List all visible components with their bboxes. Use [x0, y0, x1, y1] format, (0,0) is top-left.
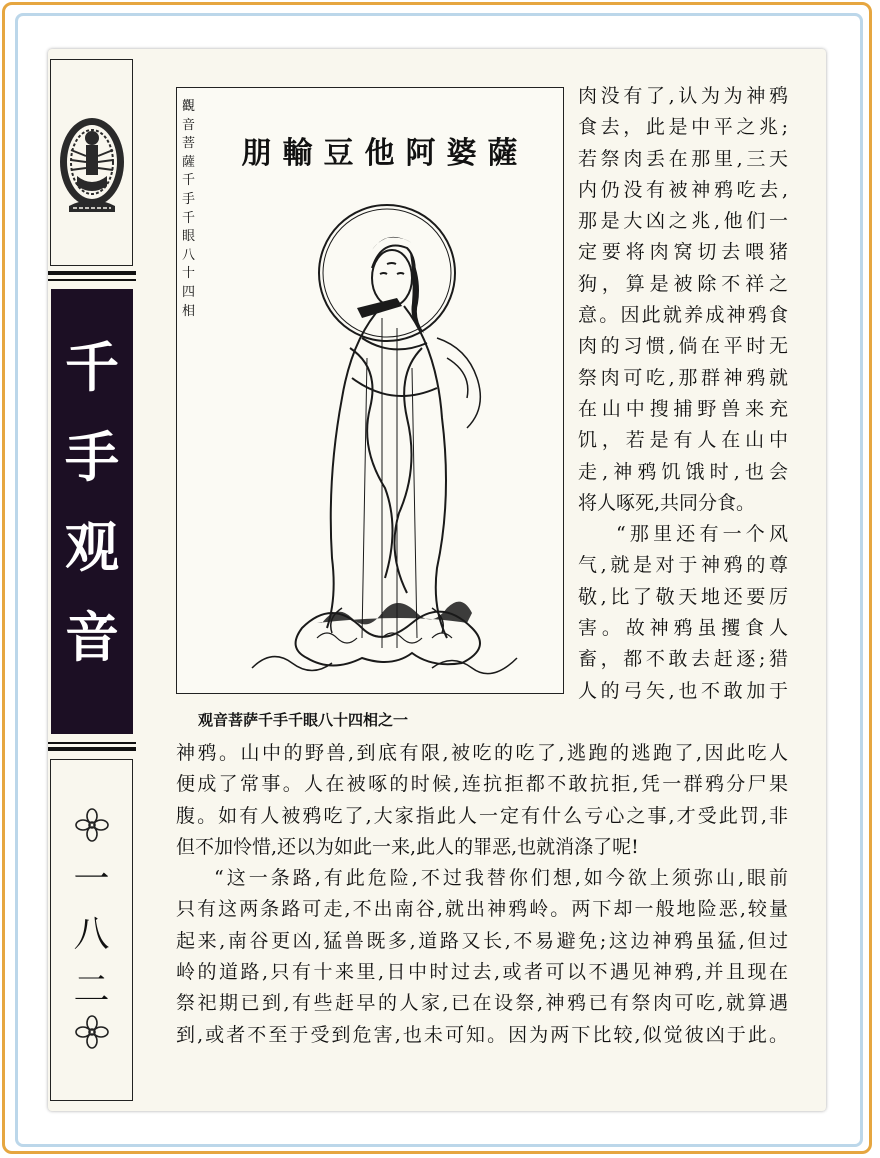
text-line: 那是大凶之兆,他们一: [578, 210, 788, 233]
margin-rule: [48, 747, 136, 751]
text-line: [578, 519, 788, 550]
text-line: 起来,南谷更凶,猛兽既多,道路又长,不易避免;这边神鸦虽猛,但过: [176, 929, 788, 952]
text-line: 食去，此是中平之兆;: [578, 116, 788, 139]
page-number-box: [50, 759, 133, 1101]
vertical-caption: 觀音菩薩千手千眼八十四相: [182, 99, 196, 319]
book-title-char: 手: [65, 425, 119, 489]
text-line: 饥，若是有人在山中: [578, 429, 788, 452]
text-line: 走,神鸦饥饿时,也会: [578, 460, 788, 483]
text-line: 便成了常事。人在被啄的时候,连抗拒都不敢抗拒,凭一群鸦分尸果: [176, 773, 788, 796]
book-title-char: 音: [65, 605, 119, 669]
text-line: 祭祀期已到,有些赶早的人家,已在设祭,神鸦已有祭肉可吃,就算遇: [176, 992, 788, 1015]
flower-ornament-icon: [75, 1015, 109, 1049]
text-line: 到,或者不至于受到危害,也未可知。因为两下比较,似觉彼凶于此。: [176, 1023, 788, 1046]
right-column-text: [578, 81, 788, 707]
emblem-box: [50, 59, 133, 266]
text-line: 神鸦。山中的野兽,到底有限,被吃的吃了,逃跑的逃跑了,因此吃人: [176, 742, 788, 764]
figure-caption: 观音菩萨千手千眼八十四相之一: [198, 711, 409, 729]
margin-rule: [48, 271, 136, 275]
text-line: 肉的习惯,倘在平时无: [578, 335, 788, 358]
dharani-title: 薩婆阿他豆輸朋: [241, 136, 529, 171]
text-line: 狗，算是被除不祥之: [578, 272, 788, 295]
bottom-text: [176, 738, 788, 1051]
book-title-char: 观: [65, 515, 119, 579]
text-line-content: “这一条路,有此危险,不过我替你们想,如今欲上须弥山,眼前: [214, 867, 788, 890]
page-number-char: 八: [73, 914, 110, 955]
book-page: [48, 49, 826, 1111]
flower-ornament-icon: [75, 808, 109, 842]
text-line: 肉没有了,认为为神鸦: [578, 85, 788, 107]
text-line: 害。故神鸦虽攫食人: [578, 617, 788, 640]
bodhisattva-illustration: [232, 198, 532, 678]
page-margin-column: [48, 49, 136, 1111]
text-line: 只有这两条路可走,不出南谷,就出神鸦岭。两下却一般地险恶,较量: [176, 898, 788, 921]
text-line: 祭肉可吃,那群神鸦就: [578, 366, 788, 389]
text-line: 意。因此就养成神鸦食: [578, 304, 788, 327]
book-title-block: [51, 289, 133, 734]
text-line: 但不加怜惜,还以为如此一来,此人的罪恶,也就消涤了呢!: [176, 835, 639, 858]
text-line: 畜，都不敢去赶逐;猎: [578, 648, 788, 671]
illustration-frame: [176, 87, 564, 694]
margin-rule: [48, 279, 136, 281]
text-line: 在山中搜捕野兽来充: [578, 397, 788, 420]
text-line: 岭的道路,只有十来里,日中时过去,或者可以不遇见神鸦,并且现在: [176, 961, 788, 984]
text-line: [176, 863, 788, 894]
text-line: 若祭肉丢在那里,三天: [578, 147, 788, 170]
text-line: 敬,比了敬天地还要厉: [578, 585, 788, 608]
text-line: 腹。如有人被鸦吃了,大家指此人一定有什么亏心之事,才受此罚,非: [176, 804, 788, 827]
margin-rule: [48, 742, 136, 744]
page-number-char: 二: [73, 969, 110, 1010]
text-line-content: “那里还有一个风: [616, 523, 788, 546]
text-line: 将人啄死,共同分食。: [578, 491, 756, 514]
book-title-char: 千: [65, 335, 119, 399]
guanyin-emblem-icon: [57, 114, 127, 224]
text-line: 内仍没有被神鸦吃去,: [578, 178, 788, 201]
page-number-char: 一: [73, 859, 110, 900]
text-line: 定要将肉窝切去喂猪: [578, 241, 788, 264]
text-line: 人的弓矢,也不敢加于: [578, 679, 788, 702]
text-line: 气,就是对于神鸦的尊: [578, 554, 788, 577]
